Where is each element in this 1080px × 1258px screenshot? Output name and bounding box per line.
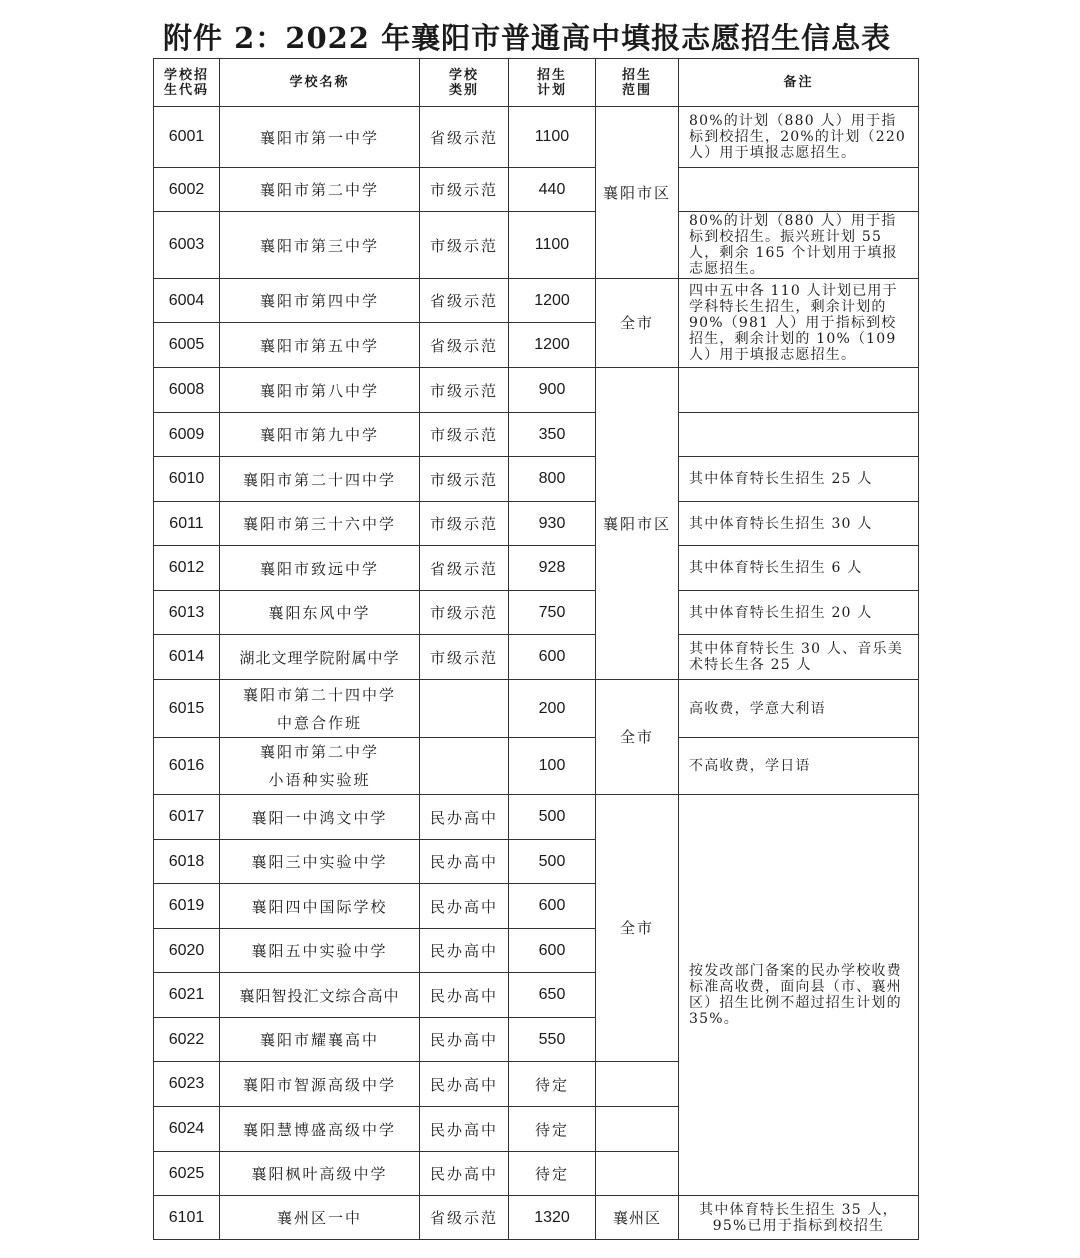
admission-info-table: [153, 58, 919, 1240]
remark-6001: 80%的计划（880 人）用于指标到校招生，20%的计划（220 人）用于填报志愿招生。: [679, 107, 919, 168]
scope-empty: [596, 1107, 679, 1152]
enrollment-plan: 待定: [509, 1152, 596, 1196]
enrollment-plan: 待定: [509, 1062, 596, 1107]
school-type: 市级示范: [420, 212, 509, 279]
scope-xiangzhou: 襄州区: [596, 1196, 679, 1240]
school-code: 6014: [154, 635, 220, 680]
school-type: 市级示范: [420, 591, 509, 635]
school-name: 襄阳市第八中学: [220, 368, 420, 413]
table-row: [154, 107, 919, 168]
table-row: [154, 1196, 919, 1240]
remark-6012: 其中体育特长生招生 6 人: [679, 546, 919, 591]
school-name-line2: 小语种实验班: [268, 771, 371, 789]
enrollment-plan: 1100: [509, 212, 596, 279]
school-code: 6101: [154, 1196, 220, 1240]
school-code: 6024: [154, 1107, 220, 1152]
header-row: [154, 59, 919, 107]
school-code: 6012: [154, 546, 220, 591]
page-title: 附件 2：2022 年襄阳市普通高中填报志愿招生信息表: [163, 21, 892, 55]
enrollment-plan: 650: [509, 973, 596, 1018]
remark-6010: 其中体育特长生招生 25 人: [679, 457, 919, 502]
school-name: [220, 738, 420, 795]
remark-6013: 其中体育特长生招生 20 人: [679, 591, 919, 635]
school-code: 6004: [154, 279, 220, 323]
enrollment-plan: 600: [509, 635, 596, 680]
school-name: 襄阳市第二十四中学: [220, 457, 420, 502]
remark-6002: [679, 168, 919, 212]
enrollment-plan: 930: [509, 502, 596, 546]
school-type: 省级示范: [420, 1196, 509, 1240]
remark-6008: [679, 368, 919, 413]
header-plan: 招生计划: [509, 59, 596, 107]
school-name: 襄阳市第三中学: [220, 212, 420, 279]
school-type: 市级示范: [420, 457, 509, 502]
remark-6014: 其中体育特长生 30 人、音乐美术特长生各 25 人: [679, 635, 919, 680]
enrollment-plan: 750: [509, 591, 596, 635]
scope-whole-city-3: 全市: [596, 795, 679, 1062]
school-type: 市级示范: [420, 635, 509, 680]
school-code: 6011: [154, 502, 220, 546]
school-name: 襄阳市第五中学: [220, 323, 420, 368]
school-code: 6002: [154, 168, 220, 212]
enrollment-plan: 500: [509, 840, 596, 884]
school-name: 襄阳五中实验中学: [220, 929, 420, 973]
school-code: 6023: [154, 1062, 220, 1107]
school-name: [220, 680, 420, 738]
table-row: [154, 168, 919, 212]
school-code: 6018: [154, 840, 220, 884]
school-type: 民办高中: [420, 1018, 509, 1062]
school-code: 6019: [154, 884, 220, 929]
enrollment-plan: 1320: [509, 1196, 596, 1240]
school-name: 襄阳市第一中学: [220, 107, 420, 168]
school-type: 省级示范: [420, 107, 509, 168]
school-name: 襄阳市致远中学: [220, 546, 420, 591]
table-row: [154, 591, 919, 635]
school-name: 襄阳智投汇文综合高中: [220, 973, 420, 1018]
school-code: 6010: [154, 457, 220, 502]
school-type: [420, 680, 509, 738]
school-code: 6016: [154, 738, 220, 795]
school-type: 省级示范: [420, 279, 509, 323]
scope-empty: [596, 1062, 679, 1107]
table-row: [154, 795, 919, 840]
header-name: 学校名称: [220, 59, 420, 107]
remark-6015: 高收费，学意大利语: [679, 680, 919, 738]
header-type: 学校类别: [420, 59, 509, 107]
school-name: 襄阳市智源高级中学: [220, 1062, 420, 1107]
school-code: 6017: [154, 795, 220, 840]
school-name: 襄阳三中实验中学: [220, 840, 420, 884]
header-scope: 招生范围: [596, 59, 679, 107]
school-type: 民办高中: [420, 1062, 509, 1107]
remark-6016: 不高收费，学日语: [679, 738, 919, 795]
school-name: 襄阳市第二中学: [220, 168, 420, 212]
scope-empty: [596, 1152, 679, 1196]
school-name: 襄阳枫叶高级中学: [220, 1152, 420, 1196]
table-row: [154, 546, 919, 591]
enrollment-plan: 600: [509, 929, 596, 973]
table-row: [154, 457, 919, 502]
remark-6004-6005: 四中五中各 110 人计划已用于学科特长生招生，剩余计划的 90%（981 人）用于指标到校招生，剩余计划的 10%（109 人）用于填报志愿招生。: [679, 279, 919, 368]
school-name-line1: 襄阳市第二中学: [259, 743, 379, 761]
school-type: 民办高中: [420, 929, 509, 973]
enrollment-plan: 800: [509, 457, 596, 502]
school-name: 襄阳市第三十六中学: [220, 502, 420, 546]
enrollment-plan: 350: [509, 413, 596, 457]
school-name: 襄阳慧博盛高级中学: [220, 1107, 420, 1152]
header-code: 学校招生代码: [154, 59, 220, 107]
enrollment-plan: 1200: [509, 323, 596, 368]
scope-whole-city-2: 全市: [596, 680, 679, 795]
table-row: [154, 680, 919, 738]
table-row: [154, 368, 919, 413]
school-name: 襄阳市耀襄高中: [220, 1018, 420, 1062]
enrollment-plan: 440: [509, 168, 596, 212]
school-type: 市级示范: [420, 502, 509, 546]
school-name: 襄阳市第四中学: [220, 279, 420, 323]
table-row: [154, 212, 919, 279]
enrollment-plan: 600: [509, 884, 596, 929]
enrollment-plan: 1200: [509, 279, 596, 323]
school-code: 6013: [154, 591, 220, 635]
enrollment-plan: 1100: [509, 107, 596, 168]
remark-6011: 其中体育特长生招生 30 人: [679, 502, 919, 546]
school-code: 6009: [154, 413, 220, 457]
scope-xiangyang-city-2: 襄阳市区: [596, 368, 679, 680]
school-code: 6025: [154, 1152, 220, 1196]
remark-private-schools: 按发改部门备案的民办学校收费标准高收费，面向县（市、襄州区）招生比例不超过招生计划的 35%。: [679, 795, 919, 1196]
school-type: 民办高中: [420, 795, 509, 840]
school-type: 省级示范: [420, 323, 509, 368]
school-type: 市级示范: [420, 368, 509, 413]
enrollment-plan: 200: [509, 680, 596, 738]
enrollment-plan: 928: [509, 546, 596, 591]
enrollment-plan: 550: [509, 1018, 596, 1062]
remark-6009: [679, 413, 919, 457]
school-name-line1: 襄阳市第二十四中学: [242, 685, 396, 704]
school-type: 民办高中: [420, 884, 509, 929]
table-row: [154, 738, 919, 795]
school-code: 6005: [154, 323, 220, 368]
school-type: 民办高中: [420, 1152, 509, 1196]
table-row: [154, 279, 919, 323]
school-name: 襄阳一中鸿文中学: [220, 795, 420, 840]
remark-6003: 80%的计划（880 人）用于指标到校招生。振兴班计划 55 人，剩余 165 个计划用于填报志愿招生。: [679, 212, 919, 279]
enrollment-plan: 900: [509, 368, 596, 413]
school-code: 6003: [154, 212, 220, 279]
school-type: 民办高中: [420, 973, 509, 1018]
scope-xiangyang-city-1: 襄阳市区: [596, 107, 679, 279]
school-type: 省级示范: [420, 546, 509, 591]
school-type: [420, 738, 509, 795]
table-row: [154, 635, 919, 680]
school-code: 6015: [154, 680, 220, 738]
school-type: 市级示范: [420, 168, 509, 212]
remark-6101: 其中体育特长生招生 35 人，95%已用于指标到校招生: [679, 1196, 919, 1240]
school-code: 6020: [154, 929, 220, 973]
school-name: 襄阳四中国际学校: [220, 884, 420, 929]
school-name-line2: 中意合作班: [276, 713, 362, 732]
school-name: 襄阳市第九中学: [220, 413, 420, 457]
school-code: 6001: [154, 107, 220, 168]
school-type: 市级示范: [420, 413, 509, 457]
school-name: 襄阳东风中学: [220, 591, 420, 635]
enrollment-plan: 500: [509, 795, 596, 840]
table-row: [154, 413, 919, 457]
school-name: 湖北文理学院附属中学: [220, 635, 420, 680]
scope-whole-city-1: 全市: [596, 279, 679, 368]
enrollment-plan: 100: [509, 738, 596, 795]
school-code: 6022: [154, 1018, 220, 1062]
enrollment-plan: 待定: [509, 1107, 596, 1152]
school-type: 民办高中: [420, 1107, 509, 1152]
table-row: [154, 502, 919, 546]
school-code: 6021: [154, 973, 220, 1018]
school-code: 6008: [154, 368, 220, 413]
school-type: 民办高中: [420, 840, 509, 884]
header-remark: 备注: [679, 59, 919, 107]
school-name: 襄州区一中: [220, 1196, 420, 1240]
